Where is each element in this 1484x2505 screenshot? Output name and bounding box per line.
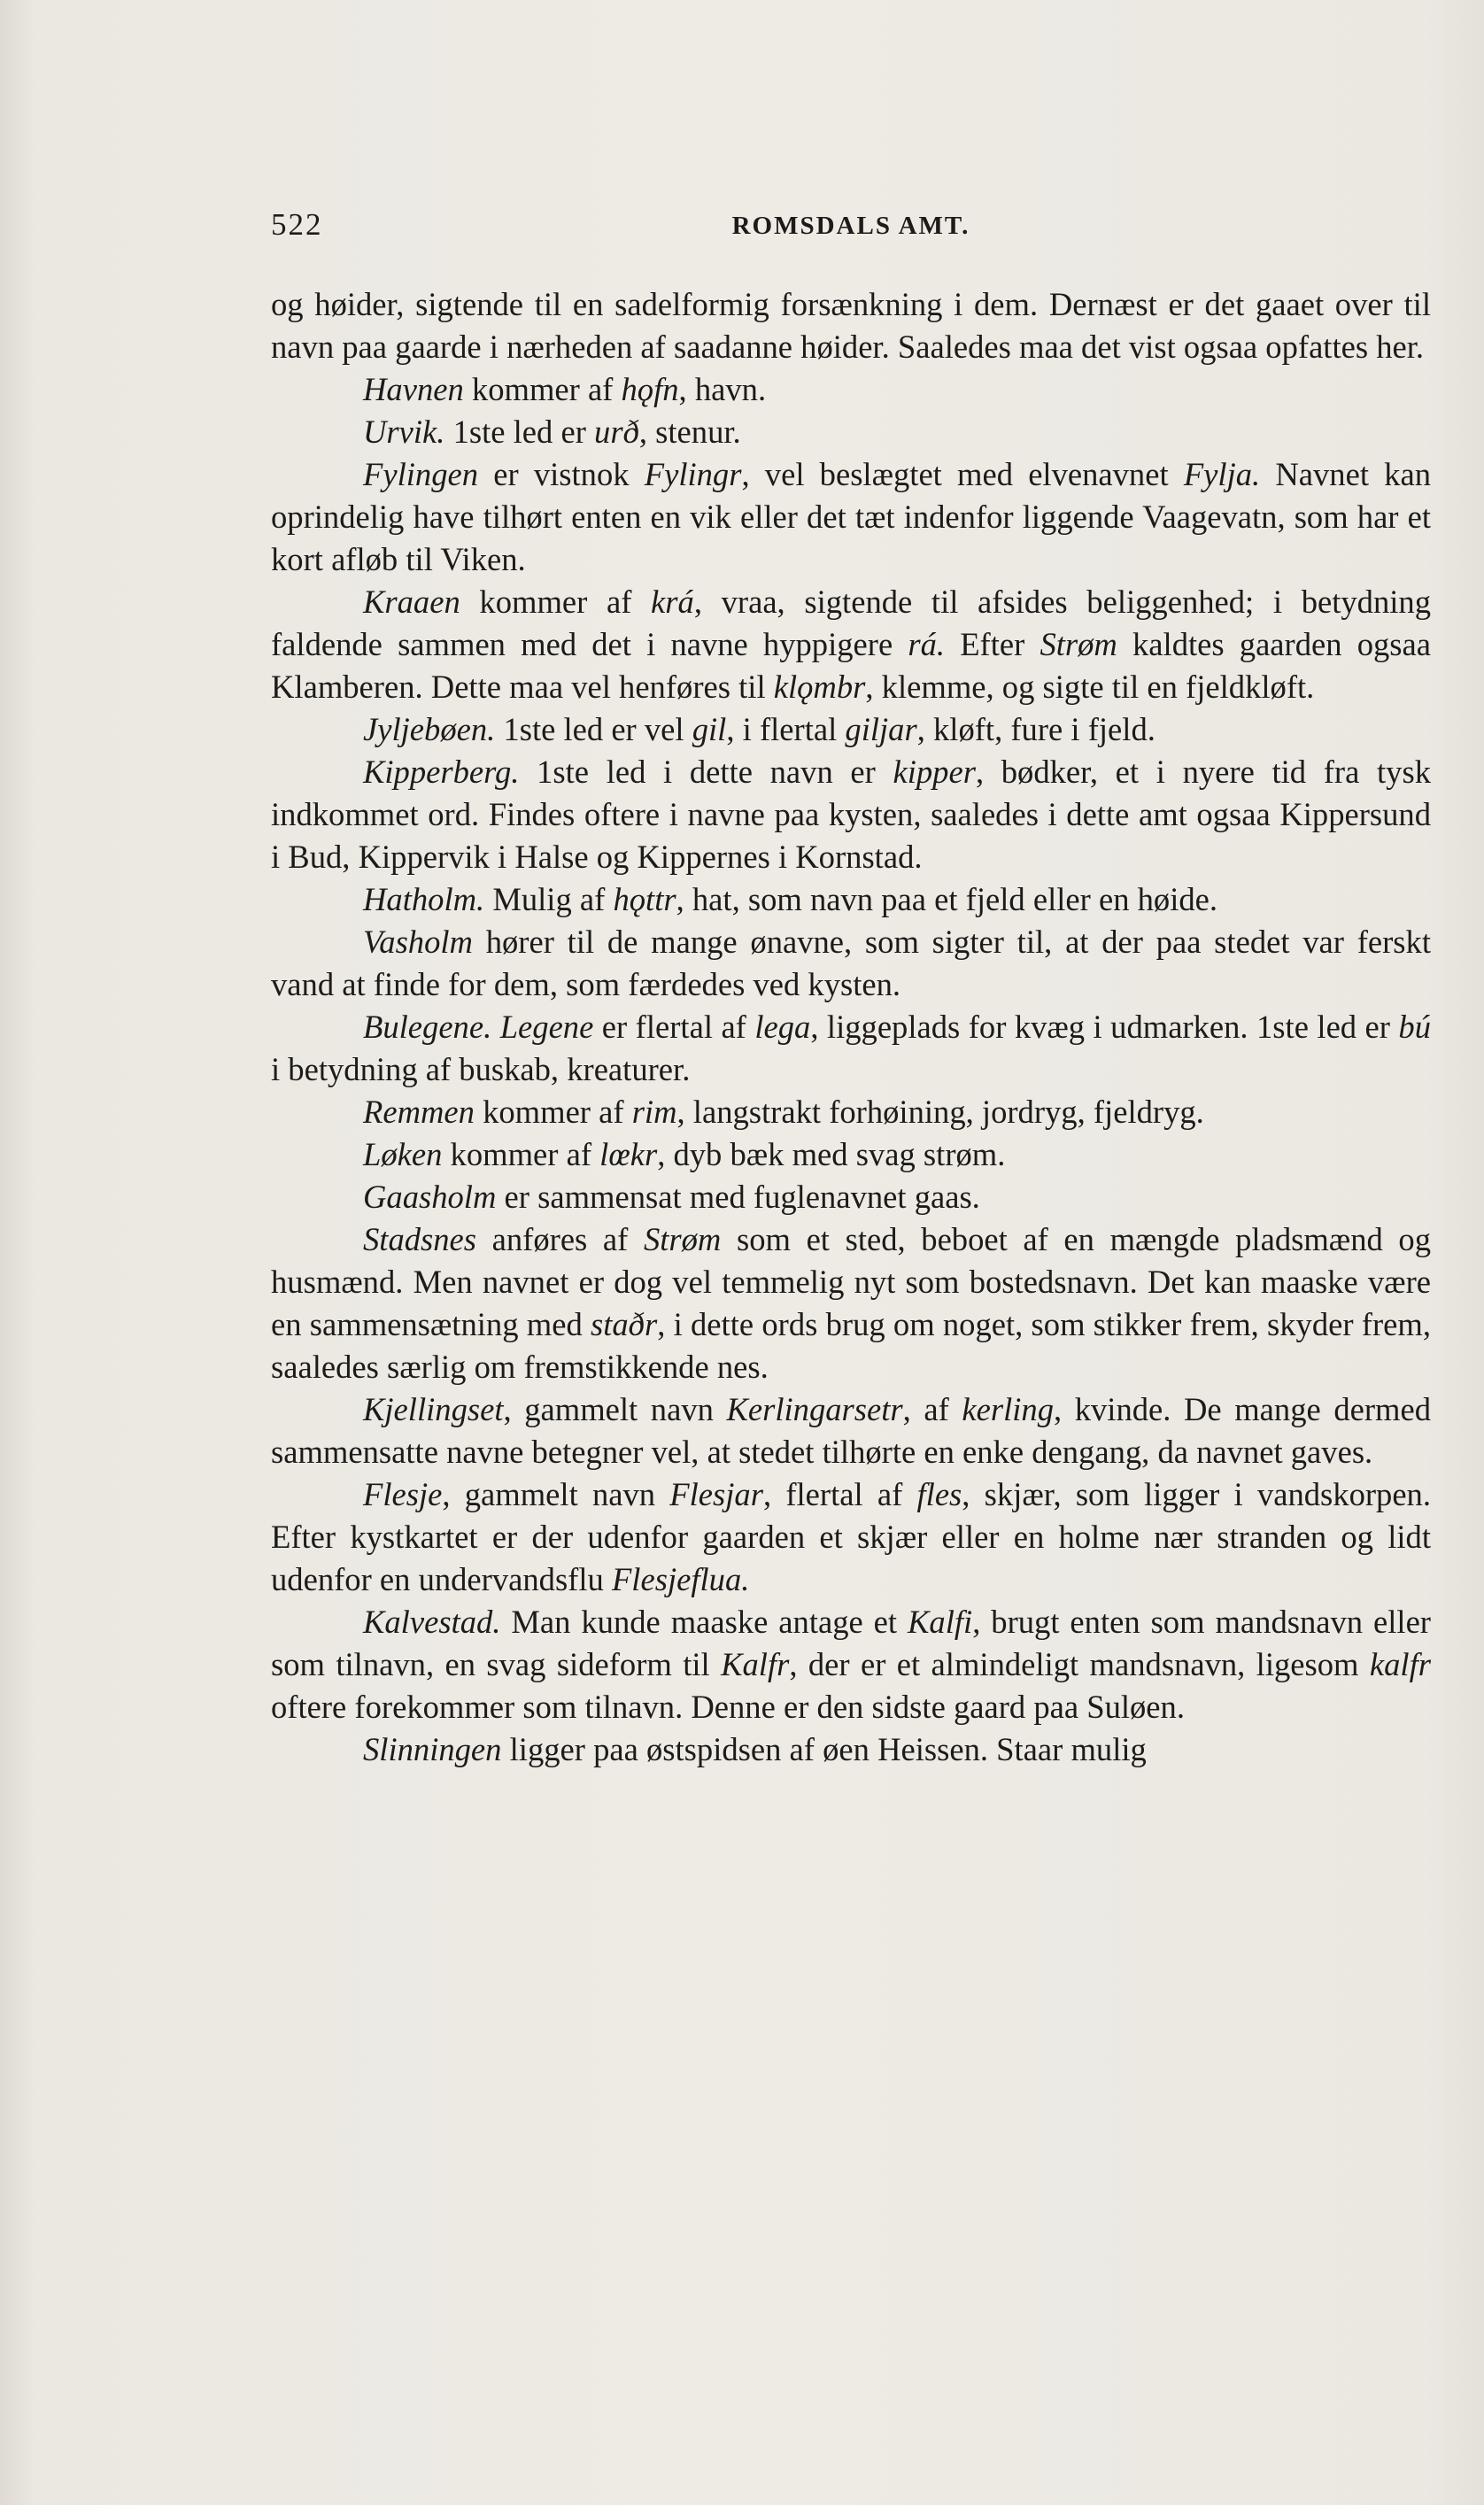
entry-bulegene: Bulegene. Legene er flertal af lega, liggeplads for kvæg i udmarken. 1ste led er bú i betydning af buskab, kreaturer. bbox=[271, 1009, 1431, 1087]
entry-term: Jyljebøen. bbox=[363, 711, 496, 747]
entry-term: Fylingen bbox=[363, 456, 479, 492]
old-norse-form: lega bbox=[754, 1009, 811, 1045]
entry-term: Flesje bbox=[363, 1476, 443, 1512]
old-norse-form: kalfr bbox=[1369, 1646, 1431, 1682]
entry-term: Stadsnes bbox=[363, 1221, 477, 1257]
old-norse-form: rá. bbox=[908, 626, 946, 662]
old-norse-form: rim bbox=[631, 1094, 677, 1130]
entry-term: Urvik. bbox=[363, 414, 445, 450]
entry-slinningen: Slinningen ligger paa østspidsen af øen Heissen. Staar mulig bbox=[363, 1731, 1147, 1767]
entry-term: Vasholm bbox=[363, 924, 473, 960]
old-norse-form: Fylingr bbox=[644, 456, 742, 492]
entry-term: Kraaen bbox=[363, 584, 460, 620]
old-norse-form: Kalfr bbox=[721, 1646, 790, 1682]
page-number: 522 bbox=[271, 207, 323, 242]
old-norse-form: hǫfn bbox=[621, 371, 679, 407]
running-head: ROMSDALS AMT. bbox=[731, 212, 970, 240]
entry-term: Gaasholm bbox=[363, 1179, 497, 1215]
old-norse-form: Kerlingarsetr bbox=[726, 1391, 903, 1427]
page-header bbox=[271, 207, 1431, 251]
entry-term: Bulegene. bbox=[363, 1009, 492, 1045]
old-norse-form: bú bbox=[1398, 1009, 1431, 1045]
old-norse-form: Flesjar bbox=[669, 1476, 763, 1512]
old-norse-form: urð bbox=[594, 414, 639, 450]
entry-kipperberg: Kipperberg. 1ste led i dette navn er kipper, bødker, et i nyere tid fra tysk indkommet ord. Findes oftere i navne paa kysten, saaledes i dette amt ogsaa Kippersund i Bud, Kippervik i Halse og Kippernes i Kornstad. bbox=[271, 754, 1431, 875]
entry-term: Kalvestad. bbox=[363, 1604, 501, 1640]
old-norse-form: staðr bbox=[590, 1306, 658, 1342]
entry-urvik: Urvik. 1ste led er urð, stenur. bbox=[363, 414, 741, 450]
entry-term: Løken bbox=[363, 1136, 443, 1172]
author-reference: Strøm bbox=[1040, 626, 1117, 662]
entry-term: Hatholm. bbox=[363, 881, 485, 917]
entry-fylingen: Fylingen er vistnok Fylingr, vel beslægtet med elvenavnet Fylja. Navnet kan oprindelig have tilhørt enten en vik eller det tæt indenfor liggende Vaagevatn, som har et kort afløb til Viken. bbox=[271, 456, 1431, 577]
entry-hatholm: Hatholm. Mulig af hǫttr, hat, som navn paa et fjeld eller en høide. bbox=[363, 881, 1218, 917]
paragraph-text: og høider, sigtende til en sadelformig forsænkning i dem. Dernæst er det gaaet over til navn paa gaarde i nærheden af saadanne høider. Saaledes maa det vist ogsaa opfattes her. bbox=[271, 286, 1431, 365]
old-norse-form: klǫmbr bbox=[773, 669, 866, 705]
entry-gaasholm: Gaasholm er sammensat med fuglenavnet gaas. bbox=[363, 1179, 980, 1215]
body-text bbox=[271, 283, 1431, 1771]
old-norse-form: Fylja. bbox=[1183, 456, 1261, 492]
word-form: Legene bbox=[499, 1009, 594, 1045]
entry-kjellingset: Kjellingset, gammelt navn Kerlingarsetr, af kerling, kvinde. De mange dermed sammensatte navne betegner vel, at stedet tilhørte en enke dengang, da navnet gaves. bbox=[271, 1391, 1431, 1470]
entry-term: Havnen bbox=[363, 371, 464, 407]
old-norse-form: fles bbox=[916, 1476, 962, 1512]
old-norse-form: giljar bbox=[845, 711, 917, 747]
old-norse-form: kerling bbox=[962, 1391, 1054, 1427]
entry-kalvestad: Kalvestad. Man kunde maaske antage et Kalfi, brugt enten som mandsnavn eller som tilnavn, en svag sideform til Kalfr, der er et almindeligt mandsnavn, ligesom kalfr oftere forekommer som tilnavn. Denne er den sidste gaard paa Suløen. bbox=[271, 1604, 1431, 1725]
old-norse-form: lœkr bbox=[599, 1136, 658, 1172]
entry-flesje: Flesje, gammelt navn Flesjar, flertal af fles, skjær, som ligger i vandskorpen. Efter kystkartet er der udenfor gaarden et skjær eller en holme nær stranden og lidt udenfor en undervandsflu Flesjeflua. bbox=[271, 1476, 1431, 1597]
entry-term: Kipperberg. bbox=[363, 754, 520, 790]
entry-jyljeboeen: Jyljebøen. 1ste led er vel gil, i flertal giljar, kløft, fure i fjeld. bbox=[363, 711, 1156, 747]
entry-term: Kjellingset bbox=[363, 1391, 504, 1427]
old-norse-form: hǫttr bbox=[613, 881, 676, 917]
entry-vasholm: Vasholm hører til de mange ønavne, som sigter til, at der paa stedet var ferskt vand at finde for dem, som færdedes ved kysten. bbox=[271, 924, 1431, 1002]
word-form: kipper bbox=[893, 754, 976, 790]
entry-stadsnes: Stadsnes anføres af Strøm som et sted, beboet af en mængde pladsmænd og husmænd. Men navnet er dog vel temmelig nyt som bostedsnavn. Det kan maaske være en sammensætning med staðr, i dette ords brug om noget, som stikker frem, skyder frem, saaledes særlig om fremstikkende nes. bbox=[271, 1221, 1432, 1385]
old-norse-form: Kalfi bbox=[908, 1604, 973, 1640]
entry-term: Slinningen bbox=[363, 1731, 502, 1767]
author-reference: Strøm bbox=[643, 1221, 722, 1257]
paragraph-continuation bbox=[271, 283, 1431, 368]
entry-remmen: Remmen kommer af rim, langstrakt forhøining, jordryg, fjeldryg. bbox=[363, 1094, 1204, 1130]
entry-havnen: Havnen kommer af hǫfn, havn. bbox=[363, 371, 767, 407]
entry-loeken: Løken kommer af lœkr, dyb bæk med svag strøm. bbox=[363, 1136, 1006, 1172]
old-norse-form: krá bbox=[651, 584, 694, 620]
place-name: Flesjeflua. bbox=[611, 1561, 750, 1597]
old-norse-form: gil bbox=[692, 711, 727, 747]
entry-term: Remmen bbox=[363, 1094, 475, 1130]
entry-kraaen: Kraaen kommer af krá, vraa, sigtende til afsides beliggenhed; i betydning faldende sammen med det i navne hyppigere rá. Efter Strøm kaldtes gaarden ogsaa Klamberen. Dette maa vel henføres til klǫmbr, klemme, og sigte til en fjeldkløft. bbox=[271, 584, 1431, 705]
